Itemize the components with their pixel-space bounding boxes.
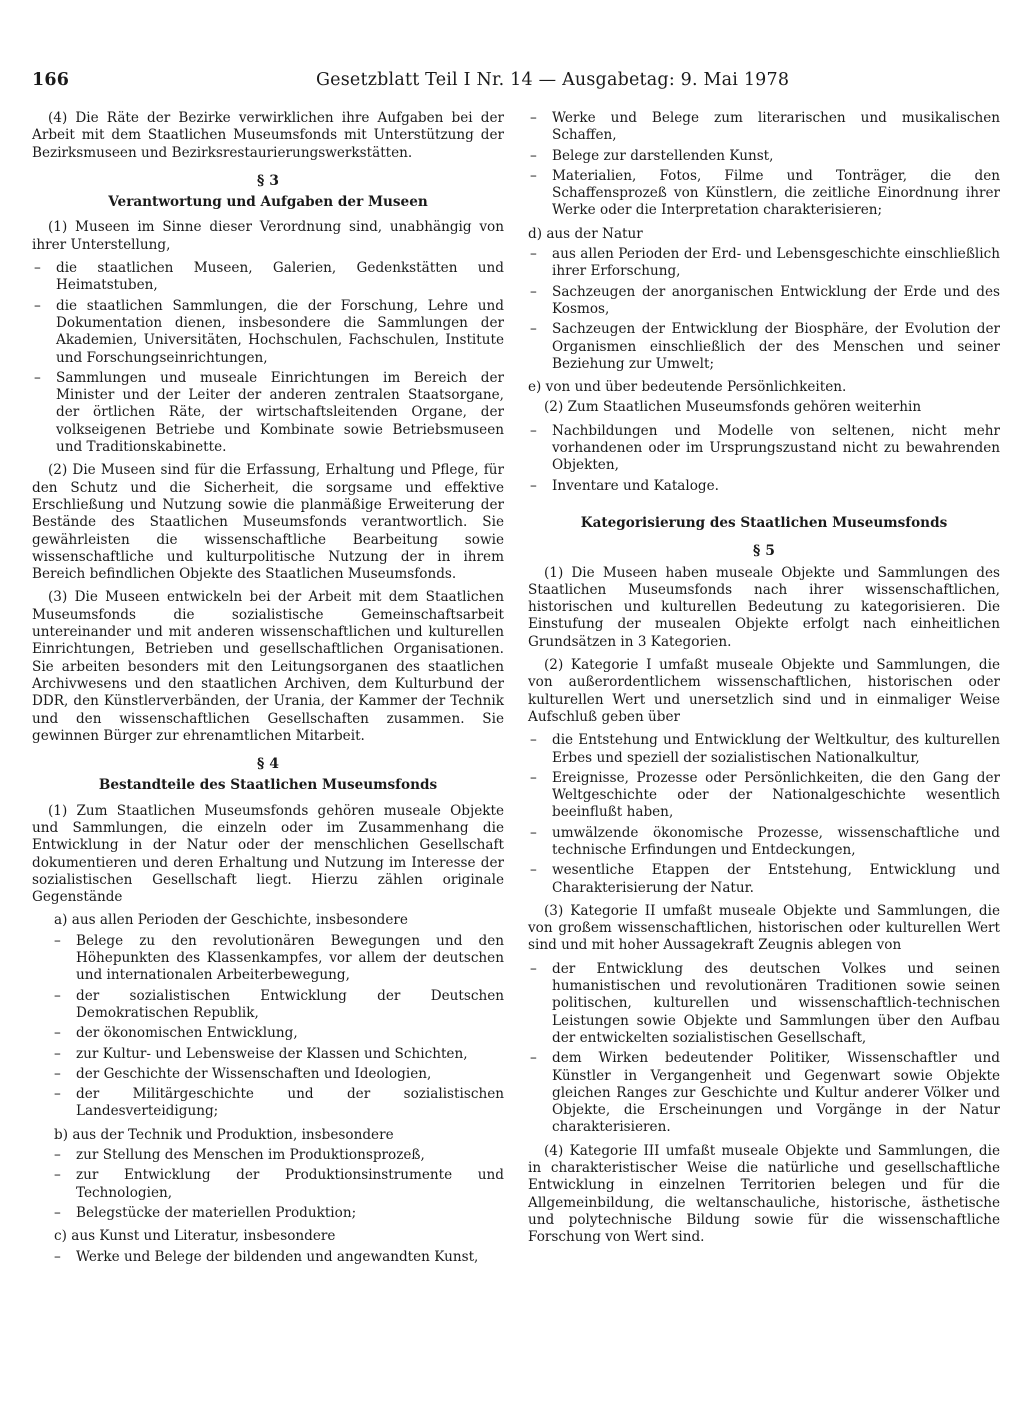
item-a-list xyxy=(32,933,504,1121)
list-item: – zur Entwicklung der Produktionsinstrumente und Technologien, xyxy=(52,1167,504,1202)
list-item: – die staatlichen Sammlungen, die der Forschung, Lehre und Dokumentation dienen, insbesondere die Sammlungen der Akademien, Universitäten, Hochschulen, Fachschulen, Institute und Forschungseinrichtungen, xyxy=(32,298,504,367)
section-4-title: § 4 xyxy=(257,756,279,773)
section-3-paragraph-1: (1) Museen im Sinne dieser Verordnung sind, unabhängig von ihrer Unterstellung, xyxy=(32,219,504,253)
item-e-label: e) von und über bedeutende Persönlichkeiten. xyxy=(528,379,847,396)
list-item: – Sachzeugen der anorganischen Entwicklung der Erde und des Kosmos, xyxy=(528,284,1000,319)
section-3-title: § 3 xyxy=(257,172,279,189)
item-c-list xyxy=(32,1249,504,1266)
list-item: – Sammlungen und museale Einrichtungen im Bereich der Minister und der Leiter der anderen zentralen Staatsorgane, der örtlichen Räte, der wirtschaftsleitenden Organe, der volkseigenen Betriebe und Kombinate sowie Betriebsmuseen und Traditionskabinette. xyxy=(32,370,504,456)
section-5-paragraph-4: (4) Kategorie III umfaßt museale Objekte und Sammlungen, die in charakteristischer Weise die natürliche und gesellschaftliche Entwicklung in einzelnen Territorien belegen und für die Allgemeinbildung, die weltanschauliche, historische, ästhetische und polytechnische Bildung sowie für die wissenschaftliche Forschung von Wert sind. xyxy=(528,1142,1000,1246)
list-item: – zur Stellung des Menschen im Produktionsprozeß, xyxy=(52,1147,504,1164)
section-5-paragraph-2-list xyxy=(528,732,1000,897)
list-item: – die Entstehung und Entwicklung der Weltkultur, des kulturellen Erbes und speziell der sozialistischen Nationalkultur, xyxy=(528,732,1000,767)
item-d-list xyxy=(528,246,1000,373)
gazette-title: Gesetzblatt Teil I Nr. 14 — Ausgabetag: 9. Mai 1978 xyxy=(316,70,790,90)
page-header xyxy=(32,62,952,92)
section-5-paragraph-2: (2) Kategorie I umfaßt museale Objekte und Sammlungen, die von außerordentlichem wissenschaftlichen, historischen oder kulturellen Wert und unersetzlich sind und in einmaliger Weise Aufschluß geben über xyxy=(528,657,1000,725)
list-item: – der Militärgeschichte und der sozialistischen Landesverteidigung; xyxy=(52,1086,504,1121)
list-item: – Inventare und Kataloge. xyxy=(528,478,1000,495)
section-5-paragraph-3: (3) Kategorie II umfaßt museale Objekte und Sammlungen, die von großem wissenschaftlichen, historischen oder kulturellen Wert sind und mit hoher Aussagekraft Zeugnis ablegen von xyxy=(528,902,1000,954)
categorization-heading: Kategorisierung des Staatlichen Museumsfonds xyxy=(580,514,948,531)
section-5-title: § 5 xyxy=(753,543,775,560)
list-item: – Belege zu den revolutionären Bewegungen und den Höhepunkten des Klassenkampfes, vor allem der deutschen und internationalen Arbeiterbewegung, xyxy=(52,933,504,985)
section-4-paragraph-2-list xyxy=(528,423,1000,495)
section-5-paragraph-1: (1) Die Museen haben museale Objekte und Sammlungen des Staatlichen Museumsfonds nach ihrer wissenschaftlichen, historischen und kulturellen Bedeutung zu kategorisieren. Die Einstufung der musealen Objekte erfolgt nach einheitlichen Grundsätzen in 3 Kategorien. xyxy=(528,564,1000,650)
paragraph-b4: (4) Die Räte der Bezirke verwirklichen ihre Aufgaben bei der Arbeit mit dem Staatlichen Museumsfonds mit Unterstützung der Bezirksmuseen und Bezirksrestaurierungswerkstätten. xyxy=(32,110,504,161)
list-item: – Materialien, Fotos, Filme und Tonträger, die den Schaffensprozeß von Künstlern, die zeitliche Einordnung ihrer Werke oder die Interpretation charakterisieren; xyxy=(528,168,1000,220)
list-item: – die staatlichen Museen, Galerien, Gedenkstätten und Heimatstuben, xyxy=(32,260,504,295)
list-item: – umwälzende ökonomische Prozesse, wissenschaftliche und technische Erfindungen und Entdeckungen, xyxy=(528,825,1000,860)
list-item: – Nachbildungen und Modelle von seltenen, nicht mehr vorhandenen oder im Ursprungszustand nicht zu bewahrenden Objekten, xyxy=(528,423,1000,475)
item-a-label: a) aus allen Perioden der Geschichte, insbesondere xyxy=(54,912,408,929)
page-number: 166 xyxy=(32,70,70,90)
section-3-heading: Verantwortung und Aufgaben der Museen xyxy=(108,194,428,211)
list-item: – dem Wirken bedeutender Politiker, Wissenschaftler und Künstler in Vergangenheit und Gegenwart sowie Objekte gleichen Ranges zur Geschichte und Kultur anderer Völker und Objekte, die Erscheinungen und Vorgänge in der Natur charakterisieren. xyxy=(528,1050,1000,1136)
section-4-paragraph-2: (2) Zum Staatlichen Museumsfonds gehören weiterhin xyxy=(544,399,922,416)
left-column xyxy=(32,110,504,1272)
section-3-paragraph-2: (2) Die Museen sind für die Erfassung, Erhaltung und Pflege, für den Schutz und die Sicherheit, die sorgsame und effektive Erschließung und Nutzung sowie die planmäßige Erweiterung der Bestände des Staatlichen Museumsfonds verantwortlich. Sie gewährleisten die wissenschaftliche Bearbeitung sowie wissenschaftliche und kulturpolitische Nutzung der in ihrem Bereich befindlichen Objekte des Staatlichen Museumsfonds. xyxy=(32,462,504,583)
list-item: – der ökonomischen Entwicklung, xyxy=(52,1025,504,1042)
section-4-paragraph-1: (1) Zum Staatlichen Museumsfonds gehören museale Objekte und Sammlungen, die einzeln oder im Zusammenhang die Entwicklung in der Natur oder der menschlichen Gesellschaft dokumentieren und deren Erhaltung und Nutzung im Interesse der sozialistischen Gesellschaft liegt. Hierzu zählen originale Gegenstände xyxy=(32,802,504,906)
item-c-label: c) aus Kunst und Literatur, insbesondere xyxy=(54,1228,336,1245)
list-item: – Werke und Belege der bildenden und angewandten Kunst, xyxy=(52,1249,504,1266)
list-item: – Belegstücke der materiellen Produktion; xyxy=(52,1205,504,1222)
list-item: – aus allen Perioden der Erd- und Lebensgeschichte einschließlich ihrer Erforschung, xyxy=(528,246,1000,281)
section-4-heading: Bestandteile des Staatlichen Museumsfonds xyxy=(98,777,438,794)
section-3-list xyxy=(32,260,504,456)
list-item: – Ereignisse, Prozesse oder Persönlichkeiten, die den Gang der Weltgeschichte oder der Nationalgeschichte wesentlich beeinflußt haben, xyxy=(528,770,1000,822)
list-item: – Sachzeugen der Entwicklung der Biosphäre, der Evolution der Organismen einschließlich der des Menschen und seiner Beziehung zur Umwelt; xyxy=(528,321,1000,373)
item-b-list xyxy=(32,1147,504,1222)
item-c-list-continued xyxy=(528,110,1000,220)
section-5-paragraph-3-list xyxy=(528,961,1000,1137)
right-column xyxy=(528,110,1000,1253)
list-item: – der Geschichte der Wissenschaften und Ideologien, xyxy=(52,1066,504,1083)
item-b-label: b) aus der Technik und Produktion, insbesondere xyxy=(54,1126,394,1143)
item-d-label: d) aus der Natur xyxy=(528,225,643,242)
list-item: – zur Kultur- und Lebensweise der Klassen und Schichten, xyxy=(52,1046,504,1063)
section-3-paragraph-3: (3) Die Museen entwickeln bei der Arbeit mit dem Staatlichen Museumsfonds die sozialistische Gemeinschaftsarbeit untereinander und mit anderen wissenschaftlichen und kulturellen Einrichtungen, Betrieben und gesellschaftlichen Organisationen. Sie arbeiten besonders mit den Leitungsorganen des staatlichen Archivwesens und den staatlichen Archiven, dem Kulturbund der DDR, den Künstlerverbänden, der Urania, der Kammer der Technik und den wissenschaftlichen Gesellschaften zusammen. Sie gewinnen Bürger zur ehrenamtlichen Mitarbeit. xyxy=(32,589,504,744)
list-item: – Werke und Belege zum literarischen und musikalischen Schaffen, xyxy=(528,110,1000,145)
list-item: – wesentliche Etappen der Entstehung, Entwicklung und Charakterisierung der Natur. xyxy=(528,862,1000,897)
list-item: – der Entwicklung des deutschen Volkes und seinen humanistischen und revolutionären Traditionen sowie seinen politischen, kulturellen und wissenschaftlich-technischen Leistungen sowie Objekte und Sammlungen über den Aufbau der entwickelten sozialistischen Gesellschaft, xyxy=(528,961,1000,1047)
list-item: – Belege zur darstellenden Kunst, xyxy=(528,148,1000,165)
list-item: – der sozialistischen Entwicklung der Deutschen Demokratischen Republik, xyxy=(52,988,504,1023)
